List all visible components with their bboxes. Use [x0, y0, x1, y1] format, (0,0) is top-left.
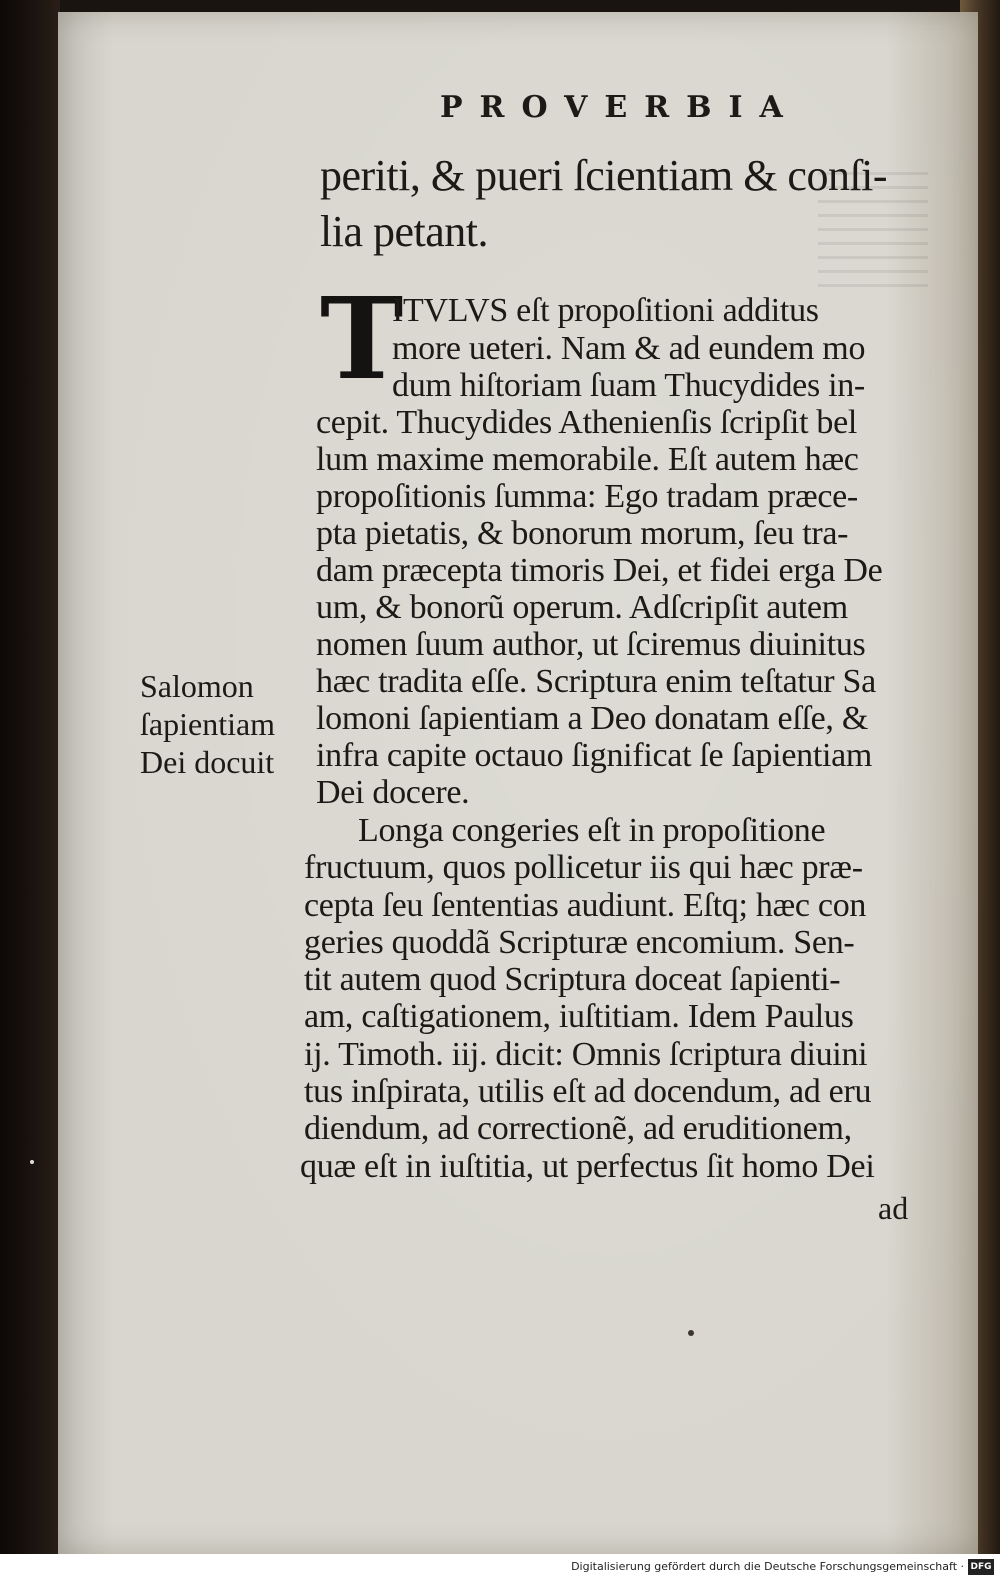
margin-note-line: ſapientiam: [140, 706, 276, 742]
paragraph2-line: cepta ſeu ſententias audiunt. Eſtq; hæc con: [304, 887, 867, 924]
paragraph1-line: propoſitionis ſumma: Ego tradam præce-: [316, 478, 858, 515]
paragraph1-line: nomen ſuum author, ut ſciremus diuinitus: [316, 626, 866, 663]
paragraph1-line: lomoni ſapientiam a Deo donatam eſſe, &: [316, 700, 868, 737]
footer-bar: [0, 1554, 1000, 1581]
paragraph2-line: tit autem quod Scriptura doceat ſapienti-: [304, 961, 841, 998]
running-head: PROVERBIA: [440, 90, 800, 125]
paragraph1-line: hæc tradita eſſe. Scriptura enim teſtatur Sa: [316, 663, 876, 700]
paper-speck: [30, 1160, 34, 1164]
paragraph2-line: ij. Timoth. iij. dicit: Omnis ſcriptura diuini: [304, 1036, 868, 1073]
margin-note-line: Salomon: [140, 668, 254, 704]
paragraph1-line: um, & bonorũ operum. Adſcripſit autem: [316, 589, 848, 626]
continuation-line: lia petant.: [320, 207, 488, 256]
paragraph2-line: quæ eſt in iuſtitia, ut perfectus ſit homo Dei: [300, 1148, 875, 1185]
paragraph1-line: ITVLVS eſt propoſitioni additus: [392, 292, 819, 329]
paragraph2-line: Longa congeries eſt in propoſitione: [358, 812, 826, 849]
paragraph1-line: pta pietatis, & bonorum morum, ſeu tra-: [316, 515, 849, 552]
book-spine-shadow: [0, 0, 60, 1581]
dfg-logo: DFG: [968, 1559, 994, 1575]
funding-credit: Digitalisierung gefördert durch die Deutsche Forschungsgemeinschaft ·: [571, 1560, 964, 1573]
margin-note-line: Dei docuit: [140, 744, 275, 780]
paragraph1-line: dum hiſtoriam ſuam Thucydides in-: [392, 367, 865, 404]
paragraph1-line: infra capite octauo ſignificat ſe ſapientiam: [316, 737, 873, 774]
paragraph2-line: diendum, ad correctionẽ, ad eruditionem,: [304, 1110, 852, 1147]
paragraph2-line: tus inſpirata, utilis eſt ad docendum, ad eru: [304, 1073, 872, 1110]
paragraph1-line: more ueteri. Nam & ad eundem mo: [392, 330, 866, 367]
paragraph1-line: lum maxime memorabile. Eſt autem hæc: [316, 441, 859, 478]
paragraph1-line: cepit. Thucydides Athenienſis ſcripſit bel: [316, 404, 858, 441]
drop-cap: T: [320, 274, 404, 405]
paragraph2-line: fructuum, quos pollicetur iis qui hæc præ-: [304, 849, 863, 886]
paper-speck: [688, 1330, 694, 1336]
catchword: ad: [878, 1190, 909, 1226]
paragraph1-line: Dei docere.: [316, 774, 470, 811]
paragraph2-line: geries quoddã Scripturæ encomium. Sen-: [304, 924, 855, 961]
book-page: [58, 12, 978, 1554]
paragraph2-line: am, caſtigationem, iuſtitiam. Idem Paulus: [304, 998, 854, 1035]
continuation-line: periti, & pueri ſcientiam & conſi-: [320, 151, 888, 200]
paragraph1-line: dam præcepta timoris Dei, et fidei erga De: [316, 552, 883, 589]
